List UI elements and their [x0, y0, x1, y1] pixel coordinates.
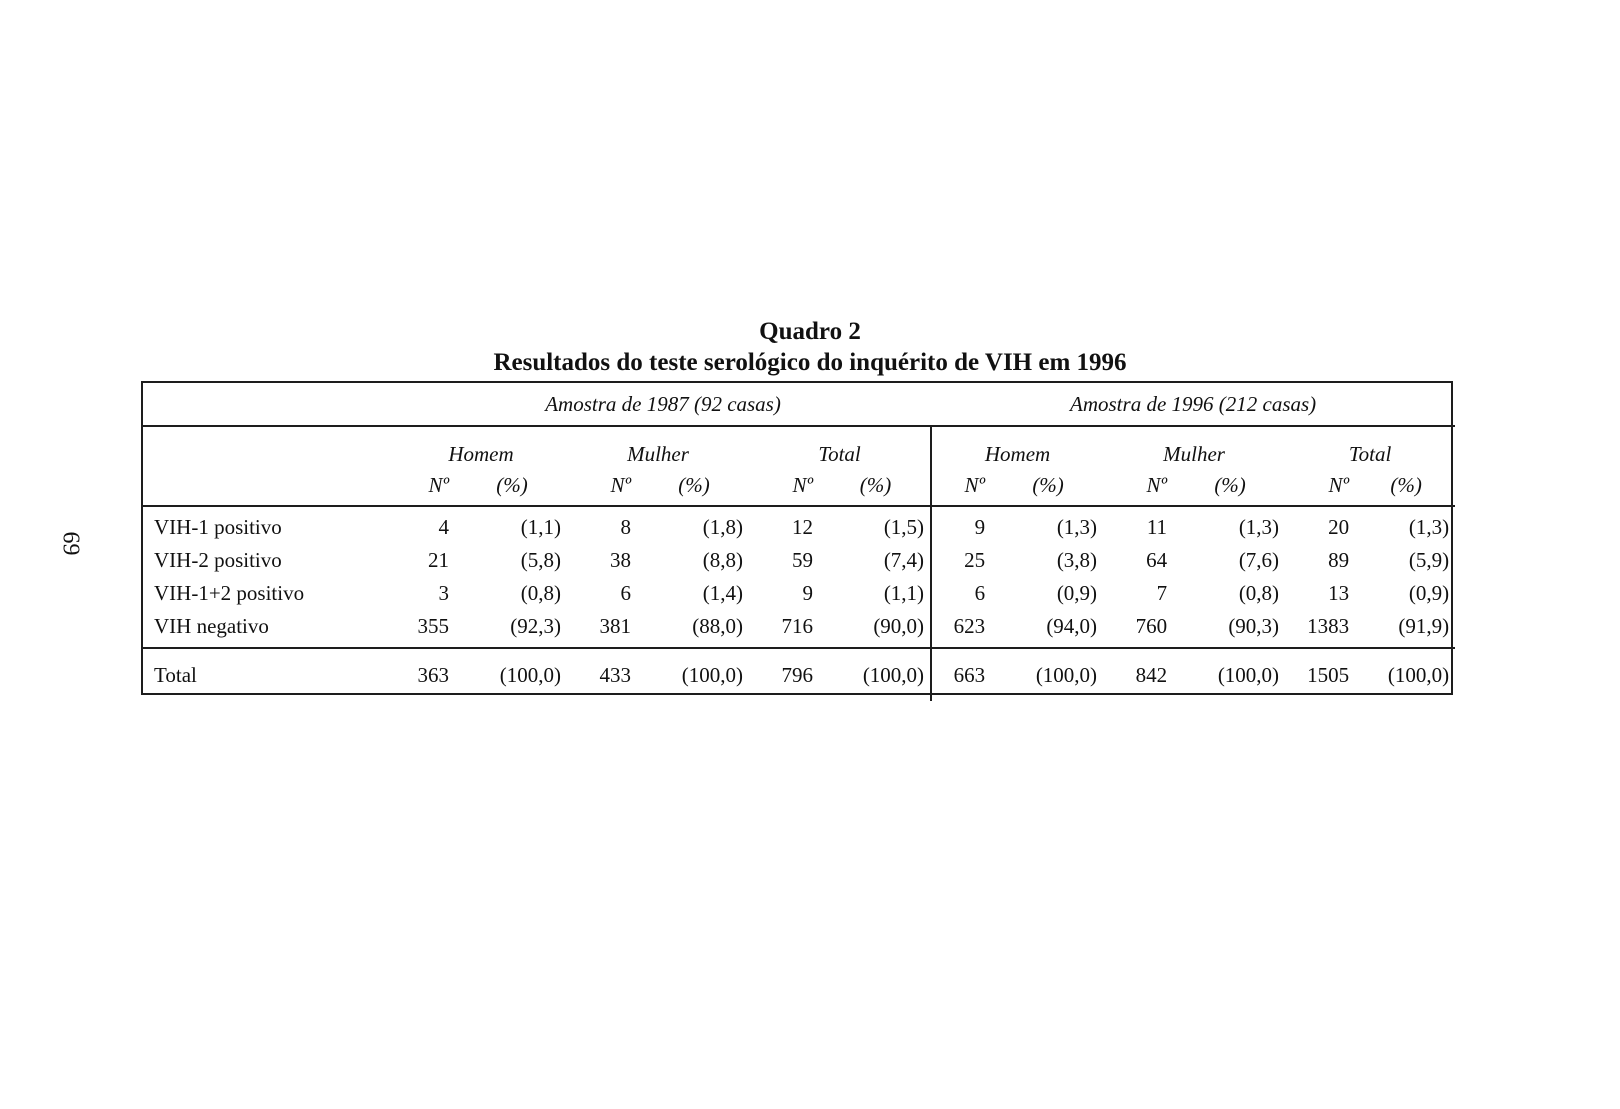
table-number: Quadro 2	[759, 318, 861, 345]
group-header-total-1987: Total	[749, 426, 931, 465]
count-cell: 355	[395, 610, 457, 648]
sub-header-no: Nº	[749, 465, 821, 506]
sample-header-1996: Amostra de 1996 (212 casas)	[931, 383, 1455, 426]
table-row	[143, 506, 1455, 544]
sub-header-no: Nº	[931, 465, 993, 506]
table-title: Resultados do teste serológico do inquérito de VIH em 1996	[493, 349, 1127, 376]
sub-header-blank	[143, 465, 395, 506]
count-cell: 6	[974, 581, 986, 605]
percent-cell: (91,9)	[1357, 610, 1455, 648]
percent-cell: (1,3)	[1056, 515, 1098, 539]
percent-cell: (0,9)	[1056, 581, 1098, 605]
sub-header-no: Nº	[567, 465, 639, 506]
total-percent-cell: (100,0)	[1035, 662, 1098, 687]
total-percent-cell: (100,0)	[1387, 662, 1450, 687]
row-label: VIH-2 positivo	[154, 548, 282, 572]
sub-header-pct: (%)	[993, 465, 1103, 506]
total-count-cell: 433	[599, 662, 631, 687]
total-label: Total	[154, 662, 197, 687]
count-cell: 4	[438, 515, 449, 539]
count-cell: 7	[1156, 581, 1168, 605]
total-percent-cell: (100,0)	[499, 662, 561, 687]
percent-cell: (90,3)	[1175, 610, 1285, 648]
percent-cell: (7,6)	[1238, 548, 1280, 572]
percent-cell: (0,8)	[1238, 581, 1280, 605]
percent-cell: (1,8)	[702, 515, 743, 539]
percent-cell: (0,9)	[1408, 581, 1450, 605]
group-header-homem-1996: Homem	[984, 442, 1051, 466]
group-header-mulher-1996: Mulher	[1163, 442, 1225, 466]
sub-header-pct: (%)	[639, 465, 749, 506]
row-label: VIH negativo	[143, 610, 395, 648]
count-cell: 89	[1328, 548, 1350, 572]
count-cell: 59	[792, 548, 813, 572]
percent-cell: (3,8)	[1056, 548, 1098, 572]
sub-header-pct: (%)	[821, 465, 931, 506]
total-count-cell: 842	[1135, 662, 1168, 687]
sub-header-row	[143, 465, 1455, 506]
count-cell: 381	[567, 610, 639, 648]
count-cell: 12	[792, 515, 813, 539]
total-row	[143, 648, 1455, 701]
count-cell: 11	[1146, 515, 1168, 539]
count-cell: 3	[438, 581, 449, 605]
group-header-mulher-1987: Mulher	[627, 442, 689, 466]
percent-cell: (1,1)	[520, 515, 561, 539]
row-label: VIH-1 positivo	[154, 515, 282, 539]
count-cell: 13	[1328, 581, 1350, 605]
percent-cell: (1,3)	[1408, 515, 1450, 539]
count-cell: 8	[620, 515, 631, 539]
percent-cell: (92,3)	[457, 610, 567, 648]
percent-cell: (8,8)	[702, 548, 743, 572]
sample-header-blank	[143, 383, 395, 426]
page-number: 69	[57, 531, 84, 556]
total-count-cell: 663	[953, 662, 986, 687]
results-table-frame	[141, 381, 1453, 695]
sample-header-1987: Amostra de 1987 (92 casas)	[395, 383, 931, 426]
count-cell: 21	[428, 548, 449, 572]
count-cell: 38	[610, 548, 631, 572]
sub-header-no: Nº	[1103, 465, 1175, 506]
count-cell: 760	[1103, 610, 1175, 648]
sub-header-pct: (%)	[457, 465, 567, 506]
percent-cell: (0,8)	[520, 581, 561, 605]
table-row	[143, 610, 1455, 648]
sample-header-row	[143, 383, 1455, 426]
sub-header-pct: (%)	[1357, 465, 1455, 506]
results-table	[143, 383, 1455, 701]
percent-cell: (7,4)	[821, 544, 931, 577]
count-cell: 623	[931, 610, 993, 648]
percent-cell: (1,5)	[821, 506, 931, 544]
total-percent-cell: (100,0)	[821, 648, 931, 701]
count-cell: 9	[974, 515, 986, 539]
row-label: VIH-1+2 positivo	[154, 581, 305, 605]
total-percent-cell: (100,0)	[681, 662, 743, 687]
total-count-cell: 1505	[1307, 662, 1350, 687]
total-percent-cell: (100,0)	[1217, 662, 1280, 687]
percent-cell: (5,8)	[520, 548, 561, 572]
percent-cell: (90,0)	[821, 610, 931, 648]
table-row	[143, 544, 1455, 577]
sub-header-pct: (%)	[1175, 465, 1285, 506]
table-row	[143, 577, 1455, 610]
percent-cell: (1,3)	[1238, 515, 1280, 539]
percent-cell: (1,1)	[821, 577, 931, 610]
group-header-homem-1987: Homem	[448, 442, 514, 466]
total-count-cell: 363	[417, 662, 449, 687]
count-cell: 9	[802, 581, 813, 605]
count-cell: 716	[749, 610, 821, 648]
count-cell: 6	[620, 581, 631, 605]
total-count-cell: 796	[781, 662, 813, 687]
count-cell: 25	[964, 548, 986, 572]
sub-header-no: Nº	[1285, 465, 1357, 506]
percent-cell: (88,0)	[639, 610, 749, 648]
sub-header-no: Nº	[395, 465, 457, 506]
count-cell: 64	[1146, 548, 1168, 572]
group-header-row	[143, 426, 1455, 465]
group-header-total-1996: Total	[1348, 442, 1392, 466]
percent-cell: (1,4)	[702, 581, 743, 605]
count-cell: 20	[1328, 515, 1350, 539]
group-header-blank	[143, 426, 395, 465]
count-cell: 1383	[1285, 610, 1357, 648]
percent-cell: (5,9)	[1408, 548, 1450, 572]
percent-cell: (94,0)	[993, 610, 1103, 648]
